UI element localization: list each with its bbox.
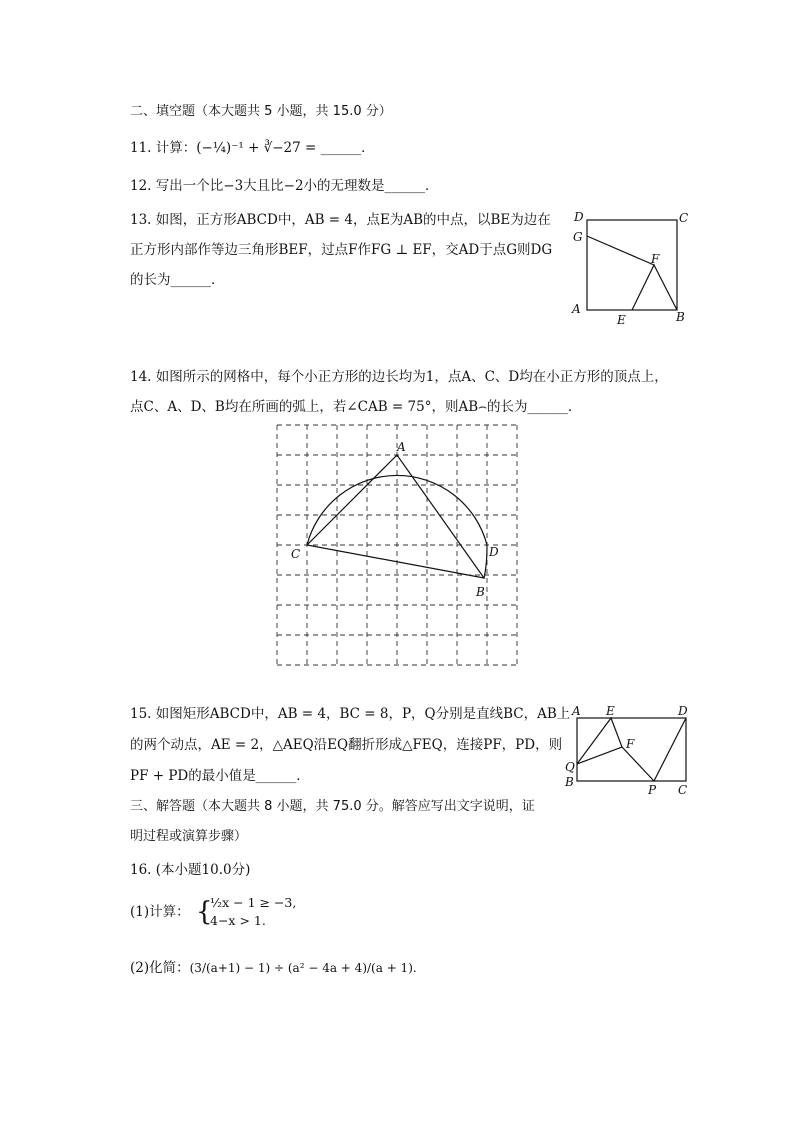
q16-inequality-2: 4−x > 1. <box>210 913 266 928</box>
question-14-line-1: 14. 如图所示的网格中，每个小正方形的边长均为1，点A、C、D均在小正方形的顶点上， <box>130 369 668 385</box>
q14-label-b: B <box>476 585 485 599</box>
q13-label-e: E <box>617 313 626 327</box>
section-heading-fill-in: 二、填空题（本大题共 5 小题，共 15.0 分） <box>130 104 392 119</box>
q15-label-e: E <box>606 704 615 718</box>
q13-label-f: F <box>651 252 660 266</box>
q15-label-q: Q <box>565 760 575 774</box>
q16-inequality-1: ½x − 1 ≥ −3, <box>210 895 297 910</box>
q14-grid-figure <box>270 420 525 675</box>
q16-part2-label: (2)化简： <box>130 960 190 976</box>
question-16-part-2 <box>130 958 417 978</box>
q13-segment-fg <box>587 236 654 265</box>
q15-label-p: P <box>648 783 657 797</box>
q14-label-c: C <box>291 547 301 561</box>
q15-triangle-feq <box>577 718 622 764</box>
q15-label-c: C <box>678 783 688 797</box>
q15-label-b: B <box>565 775 574 789</box>
q14-label-d: D <box>489 545 499 559</box>
question-15-line-3: PF + PD的最小值是______． <box>130 768 310 784</box>
q15-label-a: A <box>572 704 581 718</box>
q14-label-a: A <box>397 440 406 454</box>
q15-figure <box>562 700 697 800</box>
q14-triangle-cab <box>307 455 484 578</box>
section-heading-answer-line-1: 三、解答题（本大题共 8 小题，共 75.0 分。解答应写出文字说明，证 <box>130 799 535 814</box>
q13-square-abcd <box>587 220 677 310</box>
section-heading-answer-line-2: 明过程或演算步骤） <box>130 829 248 844</box>
question-16-header: 16. (本小题10.0分) <box>130 862 251 878</box>
q13-label-a: A <box>572 302 581 316</box>
question-13-line-3: 的长为______． <box>130 272 225 288</box>
q15-label-f: F <box>626 737 635 751</box>
question-13-line-1: 13. 如图，正方形ABCD中，AB = 4，点E为AB的中点，以BE为边在 <box>130 212 551 228</box>
question-11: 11. 计算：(−¼)⁻¹ + ∛−27 = ______． <box>130 140 375 156</box>
q14-dashed-grid <box>277 425 517 665</box>
question-15-line-2: 的两个动点，AE = 2，△AEQ沿EQ翻折形成△FEQ，连接PF，PD，则 <box>130 737 563 753</box>
question-16-part-1 <box>130 902 190 922</box>
q13-label-g: G <box>573 230 583 244</box>
q13-triangle-bef <box>632 265 677 310</box>
q16-part2-expression: (3/(a+1) − 1) ÷ (a² − 4a + 4)/(a + 1). <box>189 961 417 975</box>
q16-brace: { <box>196 897 213 927</box>
question-12: 12. 写出一个比−3大且比−2小的无理数是______． <box>130 178 439 194</box>
q15-label-d: D <box>678 704 688 718</box>
q13-label-c: C <box>679 211 689 225</box>
question-15-line-1: 15. 如图矩形ABCD中，AB = 4，BC = 8，P，Q分别是直线BC，AB上 <box>130 706 571 722</box>
question-14-line-2: 点C、A、D、B均在所画的弧上，若∠CAB = 75°，则AB⌢的长为______． <box>130 399 582 415</box>
q13-figure <box>566 205 696 330</box>
q13-label-b: B <box>676 310 685 324</box>
q16-part1-label: (1)计算： <box>130 904 190 920</box>
q13-label-d: D <box>574 210 584 224</box>
question-13-line-2: 正方形内部作等边三角形BEF，过点F作FG ⊥ EF，交AD于点G则DG <box>130 242 553 258</box>
